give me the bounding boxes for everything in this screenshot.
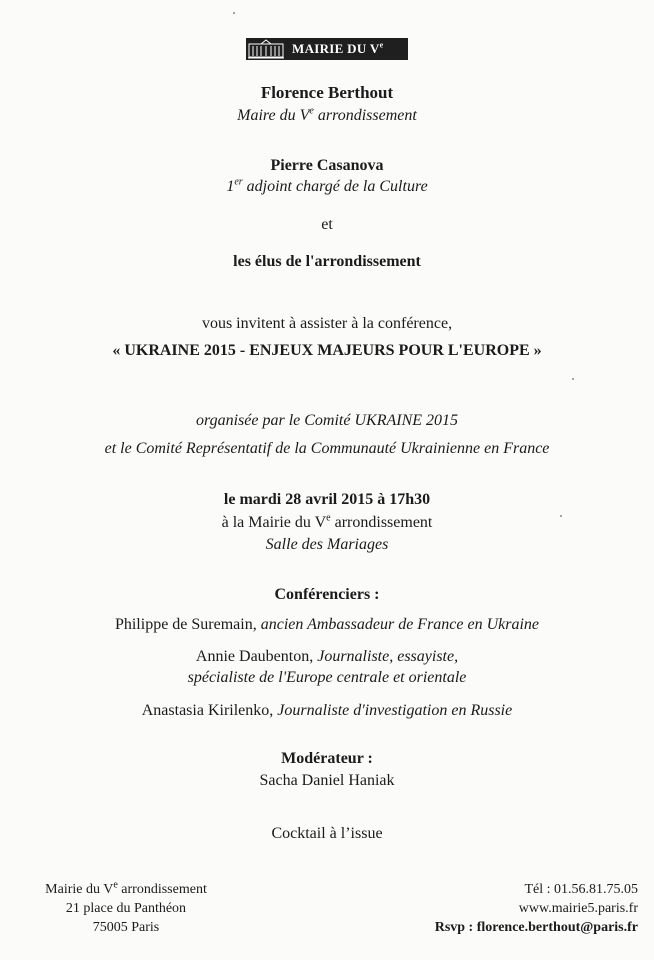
deputy-title: 1er adjoint chargé de la Culture [226, 176, 428, 195]
speakers-heading: Conférenciers : [274, 586, 380, 603]
event-place: à la Mairie du Ve arrondissement [221, 512, 433, 531]
moderator-name: Sacha Daniel Haniak [259, 772, 395, 789]
scan-speck [572, 378, 574, 380]
scan-speck [233, 12, 235, 14]
event-date: le mardi 28 avril 2015 à 17h30 [223, 491, 431, 508]
footer-contact [435, 880, 638, 937]
rsvp-email[interactable]: Rsvp : florence.berthout@paris.fr [434, 920, 638, 935]
organizer-line-1: organisée par le Comité UKRAINE 2015 [195, 412, 459, 429]
conjunction: et [321, 216, 333, 233]
moderator-heading: Modérateur : [281, 750, 373, 767]
event-room: Salle des Mariages [265, 536, 389, 553]
invite-line: vous invitent à assister à la conférence, [201, 315, 453, 332]
deputy-name: Pierre Casanova [270, 157, 384, 174]
phone-number: Tél : 01.56.81.75.05 [524, 882, 638, 897]
speaker-1: Philippe de Suremain, ancien Ambassadeur de France en Ukraine [114, 616, 540, 633]
organizer-line-2: et le Comité Représentatif de la Communauté Ukrainienne en France [104, 440, 550, 457]
speaker-2-role-continued: spécialiste de l'Europe centrale et orientale [187, 669, 467, 686]
logo-label: MAIRIE DU Ve [292, 40, 384, 56]
address-line-2: 21 place du Panthéon [65, 901, 187, 916]
city-hall-icon [246, 38, 286, 60]
mairie-logo [246, 38, 408, 60]
host-title: Maire du Ve arrondissement [237, 105, 417, 124]
website-link[interactable]: www.mairie5.paris.fr [518, 901, 638, 916]
cocktail-note: Cocktail à l’issue [271, 825, 383, 842]
speaker-2: Annie Daubenton, Journaliste, essayiste, [195, 648, 459, 665]
speaker-3: Anastasia Kirilenko, Journaliste d'investigation en Russie [141, 702, 513, 719]
host-name: Florence Berthout [260, 83, 394, 102]
footer-address [10, 880, 242, 937]
address-line-3: 75005 Paris [92, 920, 160, 935]
elected-officials: les élus de l'arrondissement [233, 253, 421, 270]
address-line-1: Mairie du Ve arrondissement [45, 879, 207, 897]
conference-title: « UKRAINE 2015 - ENJEUX MAJEURS POUR L'EUROPE » [112, 342, 542, 359]
scan-speck [560, 515, 562, 517]
